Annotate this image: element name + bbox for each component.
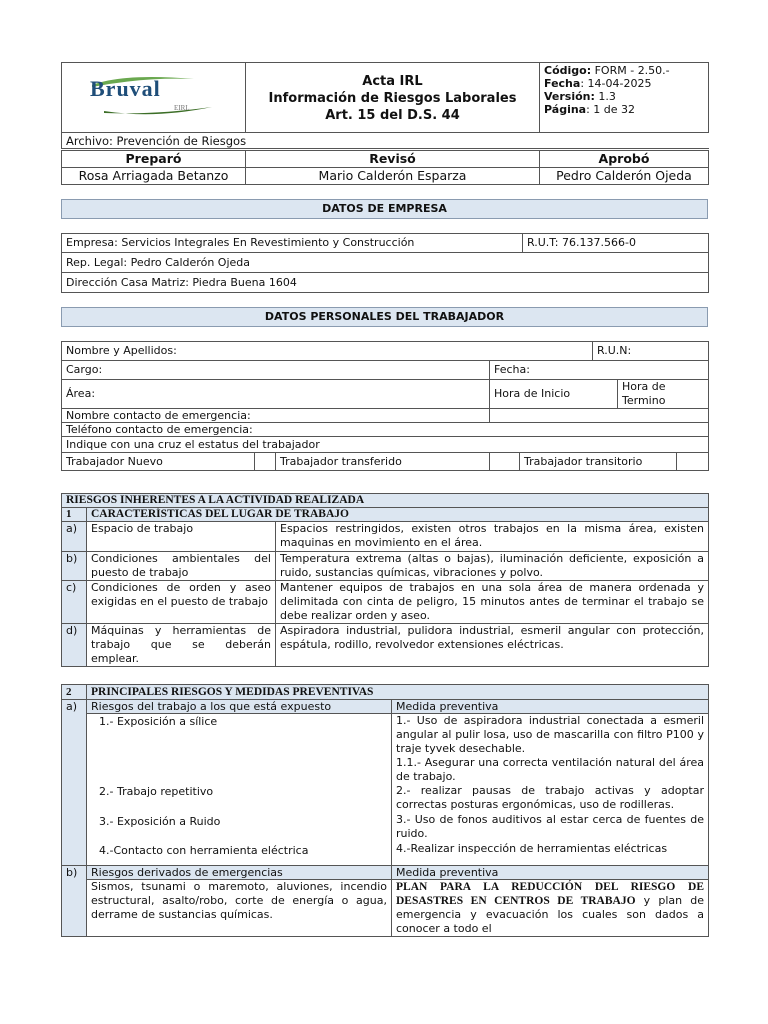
row-d-desc: Aspiradora industrial, pulidora industrial, esmeril angular con protección, espátula, rodillo, revolvedor extensiones eléctricas. [276, 624, 709, 667]
measure-3: 3.- Uso de fonos auditivos al estar cerca de fuentes de ruido. [396, 813, 705, 840]
empresa-rut: R.U.T: 76.137.566-0 [523, 234, 709, 253]
signatures-table [61, 150, 709, 185]
measure-1b: 1.1.- Asegurar una correcta ventilación natural del área de trabajo. [396, 756, 705, 783]
title-line-2: Información de Riesgos Laborales [268, 91, 517, 106]
row-b-desc: Temperatura extrema (altas o bajas), iluminación deficiente, exposición a ruido, sustancias químicas, vibraciones y polvo. [276, 552, 709, 581]
section-1-number: 1 [62, 508, 87, 522]
version-value: 1.3 [594, 90, 616, 103]
row-d-letter: d) [62, 624, 87, 667]
measures-list [392, 714, 709, 866]
archivo-label: Archivo: Prevención de Riesgos [66, 133, 247, 148]
logo-subtext: EIRL [174, 104, 190, 112]
risk-2: 2.- Trabajo repetitivo [99, 785, 214, 798]
measure-4: 4.-Realizar inspección de herramientas eléctricas [396, 842, 668, 855]
nombre-field: Nombre y Apellidos: [62, 342, 593, 361]
empresa-rep-legal: Rep. Legal: Pedro Calderón Ojeda [62, 253, 709, 273]
section-2a-head-right: Medida preventiva [392, 700, 709, 714]
row-c-desc: Mantener equipos de trabajos en una sola área de manera ordenada y delimitada con cinta de peligro, 15 minutos antes de terminar el trabajo se debe realizar orden y aseo. [276, 581, 709, 624]
empresa-table [61, 233, 709, 293]
pagina-value: : 1 de 32 [586, 103, 636, 116]
approved-name: Pedro Calderón Ojeda [540, 168, 709, 185]
section-2-number: 2 [62, 685, 87, 700]
codigo-label: Código: [544, 64, 592, 77]
section-2b-letter: b) [62, 866, 87, 937]
section-2b-head-left: Riesgos derivados de emergencias [87, 866, 392, 880]
area-field: Área: [62, 380, 490, 409]
row-a-desc: Espacios restringidos, existen otros trabajos en la misma área, existen maquinas en movimiento en el área. [276, 522, 709, 552]
fecha-value: : 14-04-2025 [580, 77, 652, 90]
section-1-title: CARACTERÍSTICAS DEL LUGAR DE TRABAJO [87, 508, 709, 522]
document-meta [540, 63, 709, 133]
risk-3: 3.- Exposición a Ruido [99, 815, 221, 828]
version-label: Versión: [544, 90, 595, 103]
trabajador-table [61, 341, 709, 471]
measure-1: 1.- Uso de aspiradora industrial conectada a esmeril angular al pulir losa, uso de mascarilla con filtro P100 y traje tyvek desechable. [396, 714, 705, 755]
title-line-1: Acta IRL [362, 74, 423, 89]
row-c-letter: c) [62, 581, 87, 624]
transferido-checkbox[interactable] [490, 453, 520, 471]
telefono-field: Teléfono contacto de emergencia: [62, 423, 709, 437]
prepared-label: Preparó [62, 151, 246, 168]
emergency-plan-title: PLAN PARA LA REDUCCIÓN DEL RIESGO DE DESASTRES EN CENTROS DE TRABAJO [396, 881, 705, 907]
emergency-plan-rest: y plan de emergencia y evacuación los cuales son dados a conocer a todo el [396, 894, 705, 935]
row-a-letter: a) [62, 522, 87, 552]
riesgos-title: RIESGOS INHERENTES A LA ACTIVIDAD REALIZADA [62, 494, 709, 508]
pagina-label: Página [544, 103, 587, 116]
logo-text: Bruval [90, 76, 161, 101]
nuevo-label: Trabajador Nuevo [62, 453, 255, 471]
approved-label: Aprobó [540, 151, 709, 168]
empresa-direccion: Dirección Casa Matriz: Piedra Buena 1604 [62, 273, 709, 293]
emergency-risks: Sismos, tsunami o maremoto, aluviones, incendio estructural, asalto/robo, corte de energía o agua, derrame de sustancias químicas. [87, 880, 392, 937]
hora-termino-field: Hora de Termino [618, 380, 709, 409]
empresa-section-title: DATOS DE EMPRESA [61, 199, 708, 219]
section-2-title: PRINCIPALES RIESGOS Y MEDIDAS PREVENTIVAS [87, 685, 709, 700]
section-2b-head-right: Medida preventiva [392, 866, 709, 880]
cargo-field: Cargo: [62, 361, 490, 380]
measure-2: 2.- realizar pausas de trabajo activas y adoptar correctas posturas ergonómicas, uso de rodilleras. [396, 784, 705, 811]
section-2a-head-left: Riesgos del trabajo a los que está expuesto [87, 700, 392, 714]
row-b-letter: b) [62, 552, 87, 581]
risks-list [87, 714, 392, 866]
row-c-label: Condiciones de orden y aseo exigidas en el puesto de trabajo [87, 581, 276, 624]
trabajador-section-title: DATOS PERSONALES DEL TRABAJADOR [61, 307, 708, 327]
row-a-label: Espacio de trabajo [87, 522, 276, 552]
document-header [61, 62, 709, 149]
transferido-label: Trabajador transferido [276, 453, 490, 471]
riesgos-section-1 [61, 493, 709, 667]
fecha-field: Fecha: [490, 361, 709, 380]
contacto-field: Nombre contacto de emergencia: [62, 409, 490, 423]
fecha-label: Fecha [544, 77, 581, 90]
empresa-name: Empresa: Servicios Integrales En Revestimiento y Construcción [62, 234, 523, 253]
hora-inicio-field: Hora de Inicio [490, 380, 618, 409]
transitorio-checkbox[interactable] [677, 453, 709, 471]
run-field: R.U.N: [593, 342, 709, 361]
nuevo-checkbox[interactable] [255, 453, 276, 471]
emergency-measures [392, 880, 709, 937]
indique-field: Indique con una cruz el estatus del trabajador [62, 437, 709, 453]
transitorio-label: Trabajador transitorio [520, 453, 677, 471]
reviewed-label: Revisó [246, 151, 540, 168]
risk-1: 1.- Exposición a sílice [99, 715, 218, 728]
title-line-3: Art. 15 del D.S. 44 [325, 108, 460, 123]
document-title [246, 63, 540, 133]
prepared-name: Rosa Arriagada Betanzo [62, 168, 246, 185]
codigo-value: FORM - 2.50.- [591, 64, 670, 77]
row-d-label: Máquinas y herramientas de trabajo que se deberán emplear. [87, 624, 276, 667]
reviewed-name: Mario Calderón Esparza [246, 168, 540, 185]
archivo-row [62, 133, 709, 149]
risk-4: 4.-Contacto con herramienta eléctrica [99, 844, 309, 857]
logo-cell [62, 63, 246, 133]
row-b-label: Condiciones ambientales del puesto de trabajo [87, 552, 276, 581]
riesgos-section-2 [61, 684, 709, 937]
section-2a-letter: a) [62, 700, 87, 866]
